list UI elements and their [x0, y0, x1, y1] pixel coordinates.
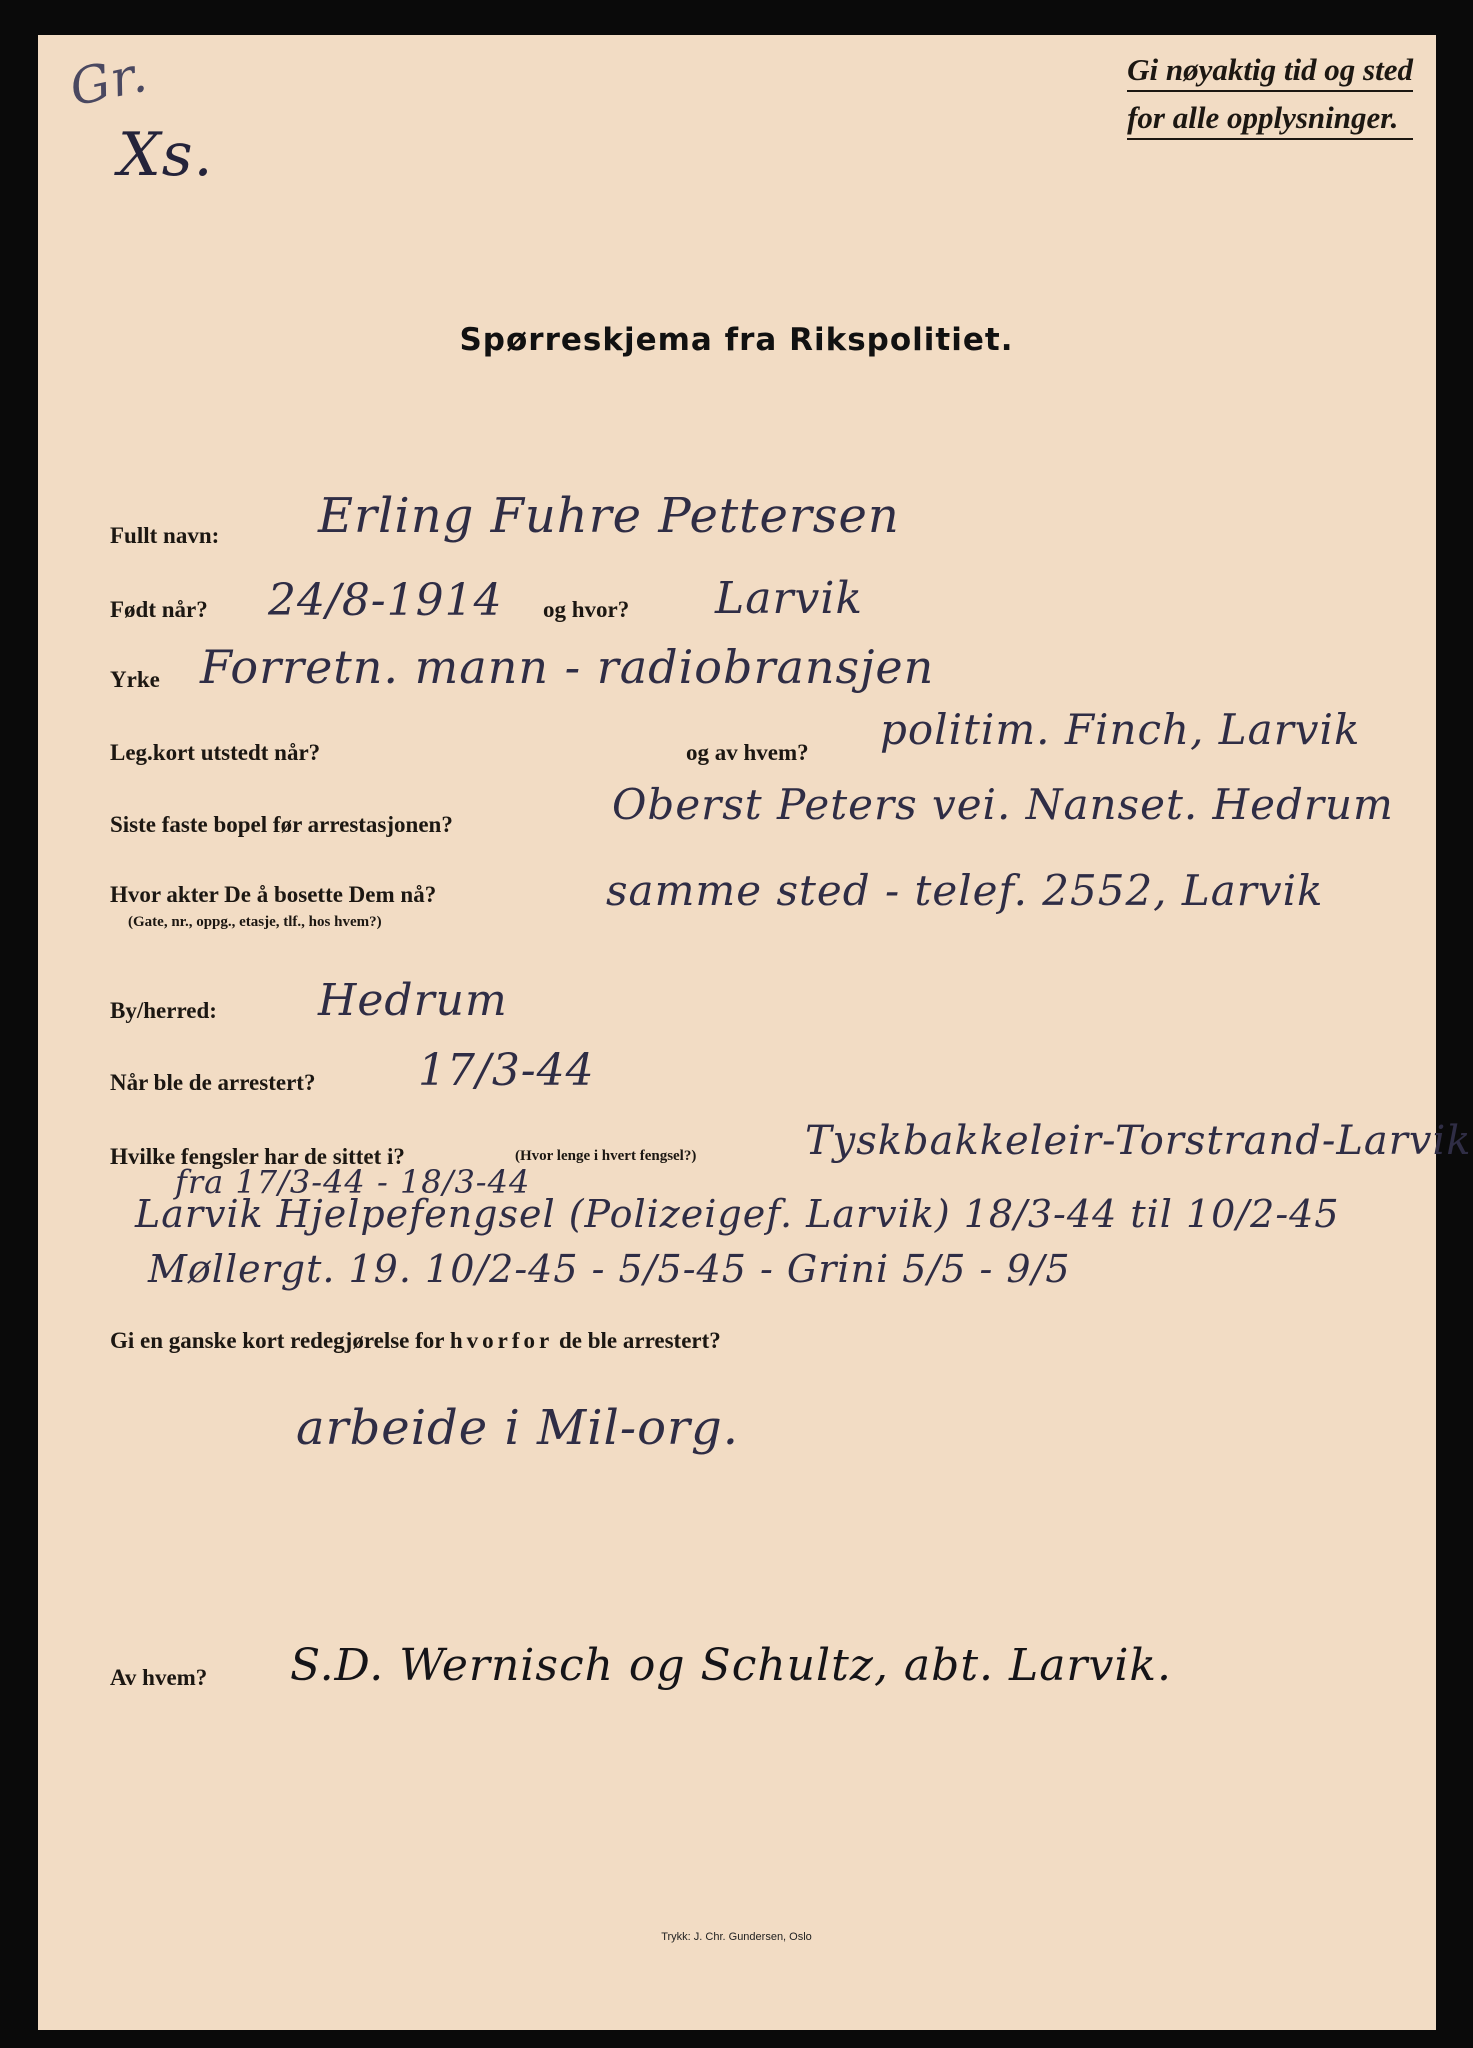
- instruction-note: [1127, 52, 1413, 148]
- value-full-name: Erling Fuhre Pettersen: [318, 488, 900, 544]
- value-prisons-line-1: Tyskbakkeleir-Torstrand-Larvik: [805, 1118, 1472, 1164]
- label-reason-pre: Gi en ganske kort redegjørelse for: [110, 1328, 445, 1353]
- value-prisons-line-3: Larvik Hjelpefengsel (Polizeigef. Larvik) 18/3-44 til 10/2-45: [135, 1192, 1340, 1236]
- label-id-issued-when: Leg.kort utstedt når?: [110, 740, 321, 765]
- label-born-when: Født når?: [110, 597, 208, 622]
- sublabel-settle-where: (Gate, nr., oppg., etasje, tlf., hos hvem?): [128, 914, 382, 930]
- value-prisons-line-2: fra 17/3-44 - 18/3-44: [175, 1163, 531, 1201]
- instruction-line-1: Gi nøyaktig tid og sted: [1127, 52, 1413, 92]
- label-full-name: Fullt navn:: [110, 523, 220, 548]
- label-last-residence: Siste faste bopel før arrestasjonen?: [110, 812, 453, 837]
- value-last-residence: Oberst Peters vei. Nanset. Hedrum: [612, 780, 1394, 829]
- label-by-whom: Av hvem?: [110, 1665, 208, 1690]
- printer-imprint: Trykk: J. Chr. Gundersen, Oslo: [661, 1931, 812, 1943]
- value-reason: arbeide i Mil-org.: [296, 1400, 739, 1456]
- value-born-where: Larvik: [715, 573, 864, 624]
- label-reason: [110, 1328, 721, 1354]
- value-born-when: 24/8-1914: [268, 575, 503, 626]
- label-born-where: og hvor?: [543, 597, 630, 622]
- label-settle-where: Hvor akter De å bosette Dem nå?: [110, 882, 437, 907]
- sublabel-prisons: (Hvor lenge i hvert fengsel?): [515, 1148, 697, 1164]
- label-id-issued-by: og av hvem?: [686, 740, 809, 765]
- label-reason-em: hvorfor: [449, 1328, 554, 1353]
- label-municipality: By/herred:: [110, 998, 217, 1023]
- value-by-whom: S.D. Wernisch og Schultz, abt. Larvik.: [290, 1640, 1173, 1691]
- value-id-issued-by: politim. Finch, Larvik: [880, 705, 1361, 754]
- corner-mark-gr: Gr.: [64, 44, 153, 118]
- corner-mark-xs: Xs.: [118, 120, 214, 190]
- instruction-line-2: for alle opplysninger.: [1127, 100, 1413, 140]
- value-prisons-line-4: Møllergt. 19. 10/2-45 - 5/5-45 - Grini 5/5 - 9/5: [148, 1247, 1071, 1291]
- value-municipality: Hedrum: [318, 975, 508, 1026]
- label-prisons: Hvilke fengsler har de sittet i?: [110, 1144, 405, 1169]
- value-arrested-when: 17/3-44: [418, 1045, 595, 1096]
- label-reason-post: de ble arrestert?: [558, 1328, 721, 1353]
- label-arrested-when: Når ble de arrestert?: [110, 1070, 316, 1095]
- value-profession: Forretn. mann - radiobransjen: [200, 640, 935, 694]
- value-settle-where: samme sted - telef. 2552, Larvik: [606, 866, 1324, 915]
- label-profession: Yrke: [110, 667, 160, 692]
- form-title: Spørreskjema fra Rikspolitiet.: [459, 322, 1014, 358]
